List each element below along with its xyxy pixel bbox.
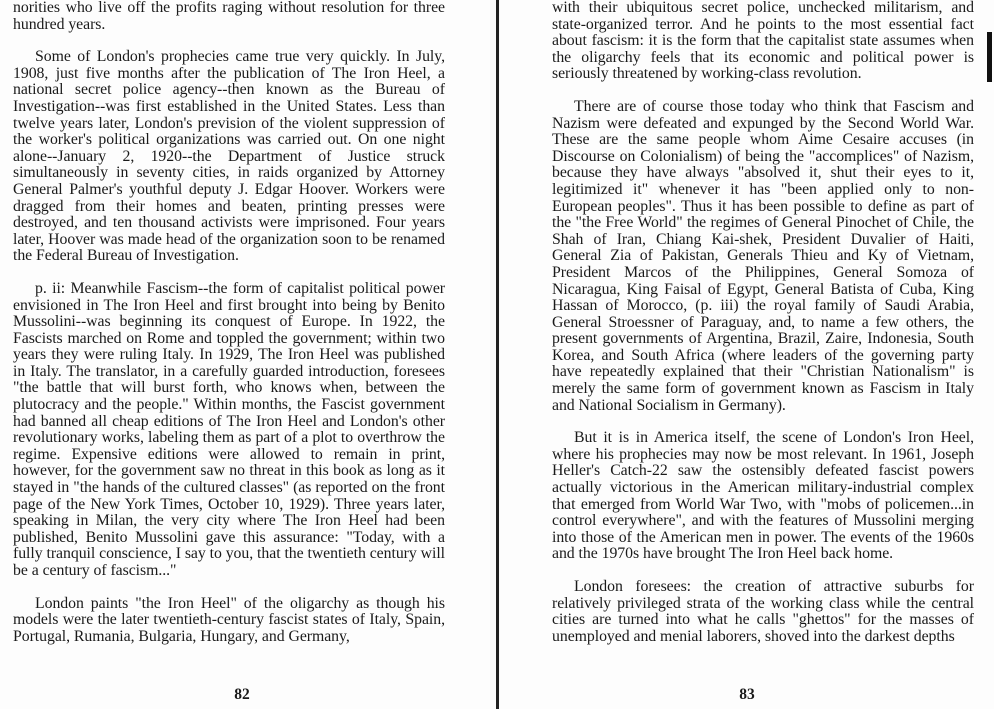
right-page-number: 83	[739, 686, 755, 703]
right-page-text	[552, 0, 974, 661]
left-paragraph-2: Some of London's prophecies came true very quickly. In July, 1908, just five months after the publication of The Iron Heel, a national secret police agency--then known as the Bureau of Investigation--was first established in the United States. Less than twelve years later, London's prevision of the violent suppression of the worker's political organizations was carried out. On one night alone--January 2, 1920--the Department of Justice struck simultaneously in seventy cities, in raids organized by Attorney General Palmer's youthful deputy J. Edgar Hoover. Workers were dragged from their homes and beaten, printing presses were destroyed, and ten thousand activists were imprisoned. Four years later, Hoover was made head of the organization soon to be renamed the Federal Bureau of Investigation.	[13, 48, 445, 265]
left-page-number: 82	[234, 686, 250, 703]
left-paragraph-3: p. ii: Meanwhile Fascism--the form of capitalist political power envisioned in The Iron Heel and first brought into being by Benito Mussolini--was beginning its conquest of Europe. In 1922, the Fascists marched on Rome and toppled the government; within two years they were ruling Italy. In 1929, The Iron Heel was published in Italy. The translator, in a carefully guarded introduction, foresees "the battle that will burst forth, who knows when, between the plutocracy and the people." Within months, the Fascist government had banned all cheap editions of The Iron Heel and London's other revolutionary works, labeling them as part of a plot to overthrow the regime. Expensive editions were allowed to remain in print, however, for the government saw no threat in this book as long as it stayed in "the hands of the cultured classes" (as reported on the front page of the New York Times, October 10, 1929). Three years later, speaking in Milan, the very city where The Iron Heel had been published, Benito Mussolini gave this assurance: "Today, with a fully tranquil conscience, I say to you, that the twentieth century will be a century of fascism..."	[13, 279, 446, 579]
left-paragraph-1: norities who live off the profits raging without resolution for three hundred years.	[13, 0, 445, 33]
right-paragraph-1: with their ubiquitous secret police, unchecked militarism, and state-organized terror. And he points to the most essential fact about fascism: it is the form that the capitalist state assumes when the oligarchy feels that its economic and political power is seriously threatened by working-class revolution.	[552, 0, 974, 83]
left-page-text	[13, 0, 445, 661]
left-page	[0, 0, 496, 709]
page-edge-mark	[987, 32, 992, 82]
right-paragraph-4: London foresees: the creation of attractive suburbs for relatively privileged strata of the working class while the central cities are turned into what he calls "ghettos" for the masses of unemployed and menial laborers, shoved into the darkest depths	[552, 578, 974, 645]
right-page	[499, 0, 994, 709]
right-paragraph-2: There are of course those today who think that Fascism and Nazism were defeated and expunged by the Second World War. These are the same people whom Aime Cesaire accuses (in Discourse on Colonialism) of being the "accomplices" of Nazism, because they have always "absolved it, shut their eyes to it, legitimized it" whenever it has "been applied only to non-European peoples". Thus it has been possible to define as part of the "the Free World" the regimes of General Pinochet of Chile, the Shah of Iran, Chiang Kai-shek, President Duvalier of Haiti, General Zia of Pakistan, Generals Thieu and Ky of Vietnam, President Marcos of the Philippines, General Somoza of Nicaragua, King Faisal of Egypt, General Batista of Cuba, King Hassan of Morocco, (p. iii) the royal family of Saudi Arabia, General Stroessner of Paraguay, and, to name a few others, the present governments of Argentina, Brazil, Zaire, Indonesia, South Korea, and South Africa (where leaders of the governing party have repeatedly explained that their "Christian Nationalism" is merely the same form of government known as Fascism in Italy and National Socialism in Germany).	[552, 97, 974, 414]
right-paragraph-3: But it is in America itself, the scene of London's Iron Heel, where his prophecies may now be most relevant. In 1961, Joseph Heller's Catch-22 saw the ostensibly defeated fascist powers actually victorious in the American military-industrial complex that emerged from World War Two, with "mobs of policemen...in control everywhere", and with the features of Mussolini merging into those of the American men in power. The events of the 1960s and the 1970s have brought The Iron Heel back home.	[552, 429, 974, 563]
left-paragraph-4: London paints "the Iron Heel" of the oligarchy as though his models were the later twentieth-century fascist states of Italy, Spain, Portugal, Rumania, Bulgaria, Hungary, and Germany,	[13, 594, 445, 645]
